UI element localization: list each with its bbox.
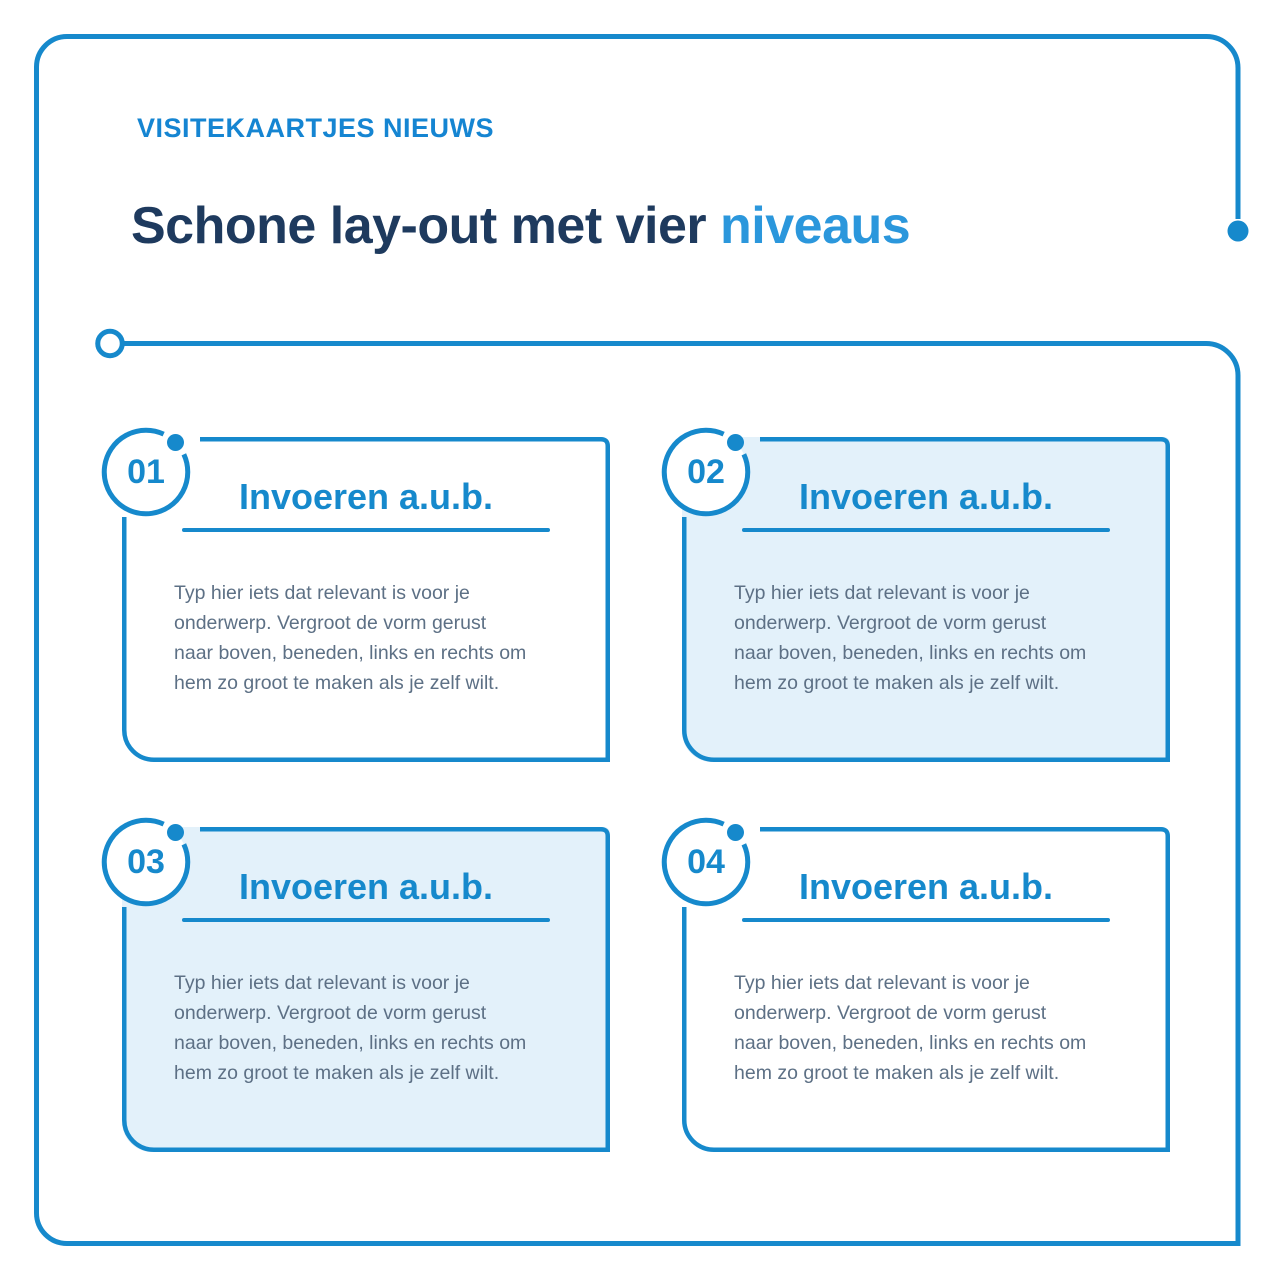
card-body — [734, 578, 1142, 698]
body-line: onderwerp. Vergroot de vorm gerust — [734, 611, 1047, 634]
heading-underline — [742, 528, 1110, 532]
card-heading: Invoeren a.u.b. — [238, 476, 494, 517]
heading-underline — [742, 918, 1110, 922]
card-body — [174, 968, 582, 1088]
card-number: 02 — [687, 452, 725, 491]
body-line: naar boven, beneden, links en rechts om — [734, 1031, 1087, 1054]
card-number: 01 — [127, 452, 165, 491]
body-line: naar boven, beneden, links en rechts om — [734, 641, 1087, 664]
card-body — [174, 578, 582, 698]
body-line: Typ hier iets dat relevant is voor je — [174, 971, 470, 994]
frame-start-circle-icon — [98, 331, 123, 356]
body-line: Typ hier iets dat relevant is voor je — [734, 971, 1030, 994]
card-header — [122, 827, 610, 922]
body-line: hem zo groot te maken als je zelf wilt. — [734, 671, 1060, 694]
card-01 — [122, 437, 610, 762]
card-number: 03 — [127, 842, 165, 881]
body-line: onderwerp. Vergroot de vorm gerust — [174, 611, 487, 634]
card-header — [122, 437, 610, 532]
card-header — [682, 827, 1170, 922]
title-main-text: Schone lay-out met vier — [131, 197, 721, 255]
page-title — [131, 196, 910, 256]
body-line: hem zo groot te maken als je zelf wilt. — [734, 1061, 1060, 1084]
body-line: hem zo groot te maken als je zelf wilt. — [174, 671, 500, 694]
card-heading: Invoeren a.u.b. — [238, 866, 494, 907]
title-highlight-text: niveaus — [720, 197, 911, 255]
card-header — [682, 437, 1170, 532]
body-line: onderwerp. Vergroot de vorm gerust — [734, 1001, 1047, 1024]
card-body — [734, 968, 1142, 1088]
body-line: onderwerp. Vergroot de vorm gerust — [174, 1001, 487, 1024]
card-heading: Invoeren a.u.b. — [798, 476, 1054, 517]
body-line: naar boven, beneden, links en rechts om — [174, 641, 527, 664]
body-line: hem zo groot te maken als je zelf wilt. — [174, 1061, 500, 1084]
card-number: 04 — [687, 842, 725, 881]
body-line: Typ hier iets dat relevant is voor je — [734, 581, 1030, 604]
heading-underline — [182, 528, 550, 532]
body-line: Typ hier iets dat relevant is voor je — [174, 581, 470, 604]
card-02 — [682, 437, 1170, 762]
frame-end-dot-icon — [1228, 221, 1249, 242]
heading-underline — [182, 918, 550, 922]
body-line: naar boven, beneden, links en rechts om — [174, 1031, 527, 1054]
card-03 — [122, 827, 610, 1152]
card-04 — [682, 827, 1170, 1152]
kicker-label: VISITEKAARTJES NIEUWS — [137, 113, 495, 143]
card-heading: Invoeren a.u.b. — [798, 866, 1054, 907]
